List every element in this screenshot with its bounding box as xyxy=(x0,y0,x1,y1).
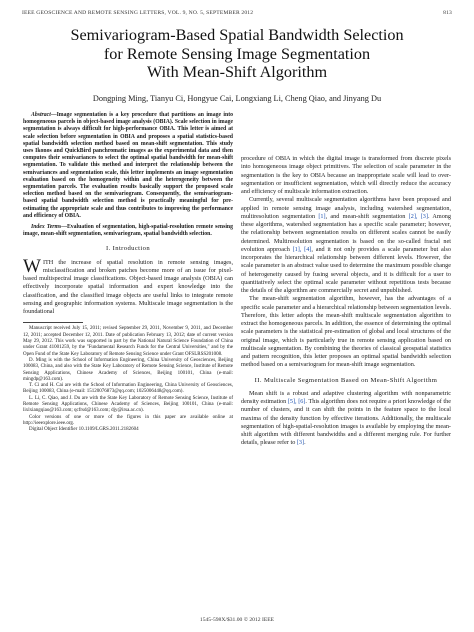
index-terms xyxy=(23,224,233,238)
footnote-affiliation-ci-cai: T. Ci and H. Cai are with the School of Information Engineering, China University of Geosciences, Beijing 100083, China (e-mail: 15120076873@qq.com; 1025006448@qq.com). xyxy=(23,383,233,395)
running-header xyxy=(22,10,452,16)
footnote-manuscript: Manuscript received July 15, 2011; revised September 29, 2011, November 9, 2011, and December 12, 2011; accepted December 12, 2011. Date of publication February 13, 2012; date of current version May 29, 2012. This work was supported in part by the National Natural Science Foundation of China under Grant 41001259, by the "Fundamental Research Funds for the Central Universities," and by the Open Fund of the State Key Laboratory of Remote Sensing Science under Grant OFSLRSS201008. xyxy=(23,326,233,357)
footnote-doi: Digital Object Identifier 10.1109/LGRS.2011.2182604 xyxy=(29,427,139,433)
title-line-2: for Remote Sensing Image Segmentation xyxy=(103,44,371,63)
abstract-label: Abstract xyxy=(31,112,51,118)
footnotes xyxy=(23,326,233,433)
paragraph-section2 xyxy=(241,390,451,448)
footnote-divider xyxy=(23,322,83,323)
abstract-text: —Image segmentation is a key procedure that partitions an image into homogeneous parcels in object-based image analysis (OBIA). Scale selection in image segmentation is always difficult for high-performance OBIA. This letter is aimed at scale selection before segmentation in OBIA and proposes a spatial statistics-based spatial bandwidth selection method based on mean-shift segmentation. This study uses Ikonos and QuickBird panchromatic images as the experimental data and then computes their semivariances to select the optimal spatial bandwidth for mean-shift segmentation. To validate this method and interpret the relationship between the semivariances and segmentation scale, this letter implements an image segmentation evaluation based on the homogeneity within and the heterogeneity between the segmentation parcels. The evaluation results basically support the proposed scale selection method based on the semivariogram. Consequently, the semivariogram-based spatial bandwidth selection method is practically meaningful for pre-estimating the appropriate scale and thus contributes to improving the performance and efficiency of OBIA. xyxy=(23,112,233,219)
index-terms-label: Index Terms xyxy=(31,224,62,231)
left-column xyxy=(23,112,233,434)
drop-cap: W xyxy=(23,255,41,277)
citation-link[interactable]: [2], [3] xyxy=(408,212,428,220)
intro-text: ITH the increase of spatial resolution in remote sensing images, misclassification and broken patches become more of an issue for pixel-based multispectral image classifications. Object-based image analysis (OBIA) can effectively incorporate spatial information and expert knowledge into the classification, and the classified image objects are useful links to integrate remote sensing and geographic information systems. Multiscale image segmentation is the foundational xyxy=(23,258,233,316)
footnote-color-versions: Color versions of one or more of the figures in this paper are available online at http://ieeexplore.ieee.org. xyxy=(23,414,233,426)
paragraph-algorithms-text-b: , and mean-shift segmentation xyxy=(325,212,409,220)
citation-link[interactable]: [1] xyxy=(318,212,326,220)
page-number: 813 xyxy=(443,10,452,16)
title-line-1: Semivariogram-Based Spatial Bandwidth Selection xyxy=(70,26,404,44)
author-list: Dongping Ming, Tianyu Ci, Hongyue Cai, Longxiang Li, Cheng Qiao, and Jinyang Du xyxy=(92,94,382,103)
footnote-affiliation-li-qiao-du: L. Li, C. Qiao, and J. Du are with the State Key Laboratory of Remote Sensing Science, Institute of Remote Sensing Applications, Chinese Academy of Sciences, Beijing 100101, China (e-mail: lixlxiangqiao@163.com; qcfrsd@163.com; djy@irsa.ac.cn). xyxy=(23,395,233,414)
paragraph-algorithms-text-a: Currently, several multiscale segmentation algorithms have been proposed and applied in remote sensing image analysis, including watershed segmentation, multiresolution segmentation xyxy=(241,196,451,220)
intro-paragraph xyxy=(23,255,233,317)
section-heading-multiscale: II. Multiscale Segmentation Based on Mean-Shift Algorithm xyxy=(254,376,438,384)
paragraph-algorithms-text-d: , and it not only provides a scale parameter but also incorporates the hierarchical relationship between different levels. However, the scale parameter is an abstract value used to determine the maximum possible change of heterogeneity caused by fusing several objects, and it is difficult for a user to quantitatively select the optimal scale parameter without repetitious tests because the details of the algorithm are commercially secret and unpublished. xyxy=(241,245,452,294)
intro-continuation: procedure of OBIA in which the digital image is transformed from discrete pixels into homogeneous image object primitives. The selection of scale parameter in the segmentation is the key to OBIA because an inappropriate scale will lead to over-segmentation or insufficient segmentation, which will directly reduce the accuracy and efficiency of multiscale information extraction. xyxy=(241,155,451,195)
paper-title xyxy=(24,26,450,82)
citation-link[interactable]: [3] xyxy=(296,439,305,447)
paragraph-algorithms xyxy=(241,196,451,295)
paragraph-mean-shift: The mean-shift segmentation algorithm, however, has the advantages of a specific scale parameter and a hierarchical relationship between segmentation levels. Therefore, this letter adopts the mean-shift multiscale segmentation algorithm to extract the homogeneous parcels. In addition, the essence of determining the optimal scale parameters is the statistical pre-estimation of global and local structures of the original image, which is particularly true in remote sensing application based on multiscale segmentation. By combining the theories of classical geospatial statistics and pattern recognition, this letter proposes an optimal spatial bandwidth selection method based on a semivariogram for mean-shift image segmentation. xyxy=(241,295,451,369)
paragraph-section2-text-b: . This algorithm does not require a priori knowledge of the number of clusters, and it can shift the points in the feature space to the local maxima of the density function by effective iterations. Additionally, the multiscale segmentation of high-spatial-resolution images is available by employing the mean-shift algorithm with different bandwidths and a different merging rule. For further details, please refer to xyxy=(241,398,451,447)
journal-info: IEEE GEOSCIENCE AND REMOTE SENSING LETTERS, VOL. 9, NO. 5, SEPTEMBER 2012 xyxy=(22,10,254,16)
paragraph-section2-text-c: . xyxy=(304,439,306,447)
paragraph-algorithms-text-c: . Among these algorithms, watershed segmentation has a specific scale parameter; however, the relationship between segmentation results on different scales cannot be easily determined. Multiresolution segmentation is based on the so-called fractal net evolution approach xyxy=(241,212,451,253)
title-line-3: With Mean-Shift Algorithm xyxy=(146,63,328,82)
index-terms-text: —Evaluation of segmentation, high-spatial-resolution remote sensing image, mean-shift segmentation, semivariogram, spatial bandwidth selection. xyxy=(23,224,233,238)
citation-link[interactable]: [1], [4] xyxy=(292,245,312,253)
citation-link[interactable]: [5], [6] xyxy=(287,398,306,405)
abstract xyxy=(23,112,233,220)
footnote-affiliation-ming: D. Ming is with the School of Information Engineering, China University of Geosciences, Beijing 100083, China, and also with the State Key Laboratory of Remote Sensing Science, Institute of Remote Sensing Applications, Chinese Academy of Sciences, Beijing 100101, China (e-mail: mingdp@163.com). xyxy=(23,357,233,382)
copyright-footer: 1545-598X/$31.00 © 2012 IEEE xyxy=(199,617,275,623)
right-column xyxy=(241,155,451,448)
section-heading-introduction: I. Introduction xyxy=(105,245,151,253)
paragraph-section2-text-a: Mean shift is a robust and adaptive clustering algorithm with nonparametric density estimation xyxy=(241,389,451,405)
